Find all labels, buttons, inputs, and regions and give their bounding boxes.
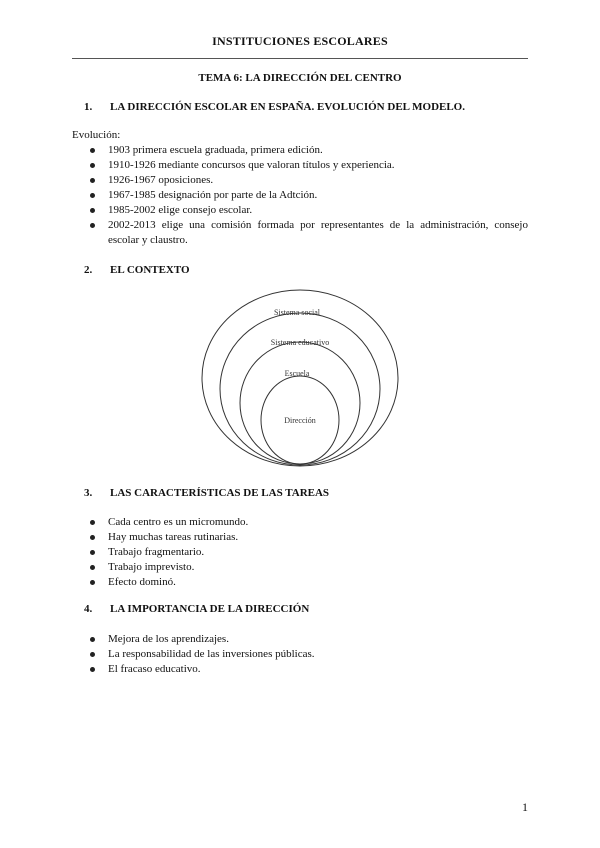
list-item: 1967-1985 designación por parte de la Adtción. — [88, 188, 528, 203]
evolution-list — [88, 143, 528, 248]
label-social-system: Sistema social — [274, 308, 320, 317]
section-1-heading — [84, 101, 465, 113]
section-4-heading — [84, 603, 309, 615]
ellipse-school — [240, 342, 360, 464]
importance-list — [88, 632, 528, 677]
section-number: 1. — [84, 101, 93, 113]
tasks-list — [88, 515, 528, 590]
list-item: La responsabilidad de las inversiones públicas. — [88, 647, 528, 662]
list-item: Mejora de los aprendizajes. — [88, 632, 528, 647]
label-direction: Dirección — [284, 416, 316, 425]
section-title: LAS CARACTERÍSTICAS DE LAS TAREAS — [110, 487, 330, 499]
list-item: Trabajo fragmentario. — [88, 545, 528, 560]
section-title: LA DIRECCIÓN ESCOLAR EN ESPAÑA. EVOLUCIÓN DEL MODELO. — [110, 101, 465, 113]
list-item: 1985-2002 elige consejo escolar. — [88, 203, 528, 218]
section-number: 2. — [84, 264, 93, 276]
section-number: 3. — [84, 487, 93, 499]
list-item: El fracaso educativo. — [88, 662, 528, 677]
label-educational-system: Sistema educativo — [270, 338, 330, 347]
section-title: LA IMPORTANCIA DE LA DIRECCIÓN — [110, 603, 310, 615]
list-item: Cada centro es un micromundo. — [88, 515, 528, 530]
header-divider — [72, 58, 528, 59]
list-item: Hay muchas tareas rutinarias. — [88, 530, 528, 545]
page-number: 1 — [522, 800, 528, 814]
list-item: Trabajo imprevisto. — [88, 560, 528, 575]
list-item: 1926-1967 oposiciones. — [88, 173, 528, 188]
section-title: EL CONTEXTO — [110, 264, 190, 276]
page-header: INSTITUCIONES ESCOLARES — [212, 34, 388, 48]
list-item: 1903 primera escuela graduada, primera edición. — [88, 143, 528, 158]
ellipse-educational-system — [220, 313, 380, 465]
list-item: Efecto dominó. — [88, 575, 528, 590]
section-3-heading — [84, 487, 329, 499]
label-school: Escuela — [284, 369, 310, 378]
section-number: 4. — [84, 603, 93, 615]
evolution-intro: Evolución: — [72, 129, 121, 141]
context-diagram — [200, 287, 400, 469]
list-item: 1910-1926 mediante concursos que valoran títulos y experiencia. — [88, 158, 528, 173]
document-title: TEMA 6: LA DIRECCIÓN DEL CENTRO — [198, 72, 402, 84]
list-item: 2002-2013 elige una comisión formada por representantes de la administración, consejo escolar y claustro. — [88, 218, 528, 248]
section-2-heading — [84, 264, 190, 276]
